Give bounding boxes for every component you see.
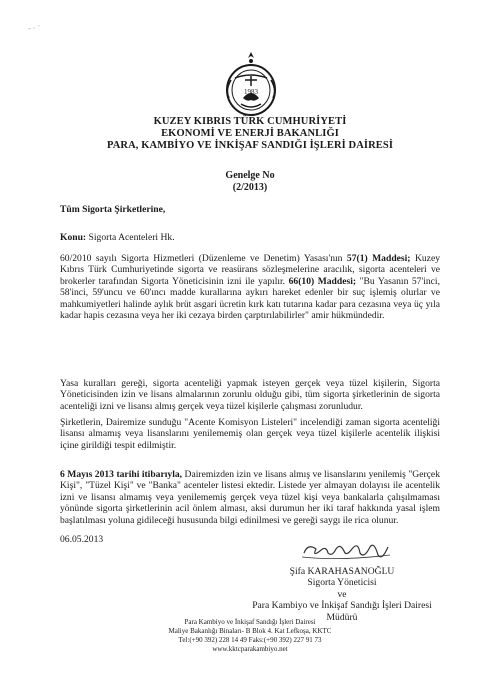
ministry-header — [0, 116, 500, 152]
p1-article-57: 57(1) Maddesi; — [346, 253, 411, 264]
footer-line-3: Tel:(+90 392) 228 14 49 Faks:(+90 392) 227 91 73 — [178, 636, 322, 644]
p1-article-66: 66(10) Maddesi; — [288, 275, 357, 287]
p4-text: Dairemizden izin ve lisans almış ve lisanslarını yenilemiş "Gerçek Kişi", "Tüzel Kişi" ve "Banka" acenteler listesi ektedir. Listede yer almayan dolayısı ile acentelik izni ve lisansı almamış veya yenilememiş gerçek veya tüzel kişi veya bankalarla çalışılmaması yönünde sigorta şirketlerinin acil önlem alması, aksi durumun her iki taraf hakkında yasal işlem başlatılması yoluna gidileceği hususunda bilgi edinilmesi ve gereği saygı ile rica olunur. — [60, 469, 440, 526]
circular-number — [0, 170, 500, 194]
signer-name: Şifa KARAHASANOĞLU — [289, 566, 395, 577]
signer-title-3: Müdürü — [326, 611, 358, 623]
subject-line — [60, 232, 440, 243]
document-date: 06.05.2013 — [60, 534, 104, 545]
handwritten-signature — [242, 539, 442, 563]
corner-pen-marks: - ⋅ ˊ — [28, 24, 41, 33]
subject-text: Sigorta Acenteleri Hk. — [86, 232, 175, 243]
header-line-2: EKONOMİ VE ENERJİ BAKANLIĞI — [161, 128, 339, 139]
svg-text:1983: 1983 — [244, 88, 258, 96]
subject-label: Konu: — [60, 232, 87, 243]
circular-title: Genelge No — [225, 170, 275, 181]
paragraph-3: Şirketlerin, Dairemize sunduğu "Acente Komisyon Listeleri" incelendiği zaman sigorta acenteliği lisansı almamış veya lisanslarını yenilememiş olan gerçek veya tüzel kişilerle acentelik ilişkisi içine girildiği tespit edilmiştir. — [60, 417, 440, 451]
footer-website: www.kktcparakambiyo.net — [212, 645, 288, 653]
signature-block — [242, 566, 442, 623]
p1-c: Kuzey Kıbrıs Türk Cumhuriyetinde sigorta ve reasürans sözleşmelerine aracılık, sigorta acenteleri ve brokerler tarafından Sigorta Yöneticisinin izni ile yapılır. — [60, 253, 440, 287]
addressee: Tüm Sigorta Şirketlerine, — [60, 204, 166, 215]
p4-date-lead: 6 Mayıs 2013 tarihi itibarıyla, — [60, 469, 183, 480]
paragraph-4 — [60, 469, 440, 526]
paragraph-2: Yasa kuralları gereği, sigorta acenteliği yapmak isteyen gerçek veya tüzel kişilerin, Sigorta Yöneticisinden izin ve lisans almalarının zorunlu olduğu gibi, tüm sigorta şirketlerinin de sigorta acenteliği izni ve lisansı almış gerçek veya tüzel kişilerle çalışması zorunludur. — [60, 378, 440, 412]
footer-line-2: Maliye Bakanlığı Binaları- B Blok 4. Kat Lefkoşa, KKTC — [168, 627, 332, 635]
signer-conjunction: ve — [337, 588, 347, 600]
footer-address — [100, 618, 400, 654]
paragraph-1 — [60, 253, 440, 321]
footer-line-1: Para Kambiyo ve İnkişaf Sandığı İşleri Dairesi — [184, 618, 316, 626]
header-line-3: PARA, KAMBİYO VE İNKİŞAF SANDIĞI İŞLERİ DAİRESİ — [106, 140, 393, 151]
signer-title-2: Para Kambiyo ve İnkişaf Sandığı İşleri Dairesi — [252, 600, 432, 612]
signer-title-1: Sigorta Yöneticisi — [307, 577, 377, 589]
p1-e: "Bu Yasanın 57'inci, 58'inci, 59'uncu ve 60'ıncı madde kurallarına aykırı hareket edenler bir suç işlemiş olurlar ve mahkumiyetleri halinde aylık brüt asgari ücretin kırk katı tutarına kadar para cezasına veya üç yıla kadar hapis cezasına veya her iki cezaya birden çarptırılabilirler" amir hükmündedir. — [60, 275, 440, 322]
circular-id: (2/2013) — [232, 182, 268, 193]
header-line-1: KUZEY KIBRIS TÜRK CUMHURİYETİ — [153, 116, 347, 127]
state-emblem-icon — [221, 50, 281, 118]
p1-a: 60/2010 sayılı Sigorta Hizmetleri (Düzenleme ve Denetim) Yasası'nın — [60, 253, 347, 264]
